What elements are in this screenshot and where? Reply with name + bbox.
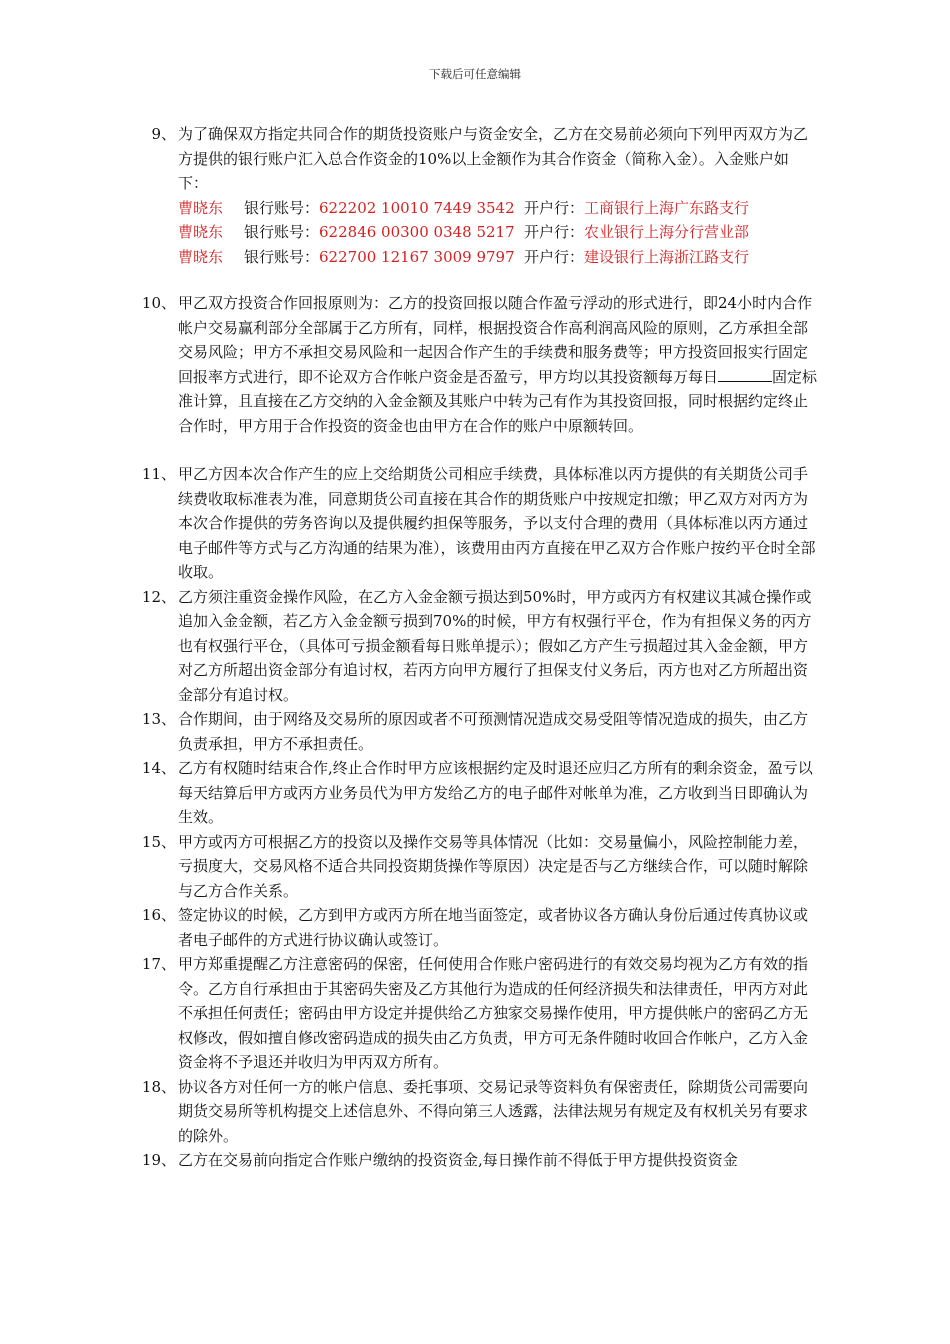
clause-text: 甲乙方因本次合作产生的应上交给期货公司相应手续费，具体标准以丙方提供的有关期货公司手续费收取标准表为准，同意期货公司直接在其合作的期货账户中按规定扣缴；甲乙双方对丙方为本次合作提供的劳务咨询以及提供履约担保等服务，予以支付合理的费用（具体标准以丙方通过电子邮件等方式与乙方沟通的结果为准），该费用由丙方直接在甲乙双方合作账户按约平仓时全部收取。 <box>178 465 816 581</box>
clause-18 <box>138 1075 818 1149</box>
bank-name: 工商银行上海广东路支行 <box>584 198 750 217</box>
clause-number: 14、 <box>141 759 176 777</box>
bank-name: 农业银行上海分行营业部 <box>584 223 750 241</box>
clause-13 <box>138 707 818 756</box>
clause-text: 合作期间，由于网络及交易所的原因或者不可预测情况造成交易受阻等情况造成的损失，由乙方负责承担，甲方不承担责任。 <box>178 710 809 753</box>
bank-account-row <box>178 245 818 270</box>
account-number: 622700 12167 3009 9797 <box>319 247 515 266</box>
clause-number: 15、 <box>141 832 176 851</box>
bank-label: 开户行： <box>524 223 585 241</box>
account-holder: 曹晓东 <box>178 198 224 217</box>
clause-text: 甲方或丙方可根据乙方的投资以及操作交易等具体情况（比如：交易量偏小，风险控制能力差，亏损度大，交易风格不适合共同投资期货操作等原因）决定是否与乙方继续合作，可以随时解除与乙方合作关系。 <box>178 832 809 900</box>
clause-text-continued: 固定标准计算，且直接在乙方交纳的入金金额及其账户中转为己有作为其投资回报，同时根据约定终止合作时，甲方用于合作投资的资金也由甲方在合作的账户中原额转回。 <box>178 367 818 435</box>
clause-text: 乙方在交易前向指定合作账户缴纳的投资资金,每日操作前不得低于甲方提供投资资金 <box>178 1151 738 1169</box>
clause-number: 16、 <box>141 906 176 924</box>
account-number: 622846 00300 0348 5217 <box>319 223 515 241</box>
bank-label: 开户行： <box>524 247 585 266</box>
fill-in-blank <box>718 367 772 382</box>
clause-17 <box>138 952 818 1075</box>
clause-number: 13、 <box>141 710 176 728</box>
clause-text: 为了确保双方指定共同合作的期货投资账户与资金安全，乙方在交易前必须向下列甲丙双方为乙方提供的银行账户汇入总合作资金的10%以上金额作为其合作资金（简称入金）。入金账户如下： <box>178 125 809 192</box>
bank-name: 建设银行上海浙江路支行 <box>584 247 750 266</box>
clause-19 <box>138 1148 818 1173</box>
account-label: 银行账号： <box>244 198 320 217</box>
bank-label: 开户行： <box>524 198 585 217</box>
clause-text: 签定协议的时候，乙方到甲方或丙方所在地当面签定，或者协议各方确认身份后通过传真协议或者电子邮件的方式进行协议确认或签订。 <box>178 906 809 949</box>
bank-account-list <box>138 196 818 270</box>
clause-number: 18、 <box>141 1077 176 1096</box>
clause-text: 乙方有权随时结束合作,终止合作时甲方应该根据约定及时退还应归乙方所有的剩余资金，盈亏以每天结算后甲方或丙方业务员代为甲方发给乙方的电子邮件对帐单为准，乙方收到当日即确认为生效。 <box>178 759 813 826</box>
account-holder: 曹晓东 <box>178 247 224 266</box>
clause-12 <box>138 585 818 708</box>
clause-9 <box>138 122 818 196</box>
clause-number: 10、 <box>141 294 176 312</box>
clause-text: 乙方须注重资金操作风险，在乙方入金金额亏损达到50%时，甲方或丙方有权建议其减仓操作或追加入金金额，若乙方入金金额亏损到70%的时候，甲方有权强行平仓，作为有担保义务的丙方也有权强行平仓，（具体可亏损金额看每日账单提示）；假如乙方产生亏损超过其入金金额，甲方对乙方所超出资金部分有追讨权，若丙方向甲方履行了担保支付义务后，丙方也对乙方所超出资金部分有追讨权。 <box>178 587 812 704</box>
bank-account-row <box>178 196 818 221</box>
clause-15 <box>138 830 818 904</box>
clause-number: 9、 <box>151 125 176 143</box>
clause-text: 甲乙双方投资合作回报原则为：乙方的投资回报以随合作盈亏浮动的形式进行，即24小时内合作帐户交易赢利部分全部属于乙方所有，同样，根据投资合作高利润高风险的原则，乙方承担全部交易风险；甲方不承担交易风险和一起因合作产生的手续费和服务费等；甲方投资回报实行固定回报率方式进行，即不论双方合作帐户资金是否盈亏，甲方均以其投资额每万每日 <box>178 294 813 386</box>
clause-14 <box>138 756 818 830</box>
account-holder: 曹晓东 <box>178 223 224 241</box>
clause-text: 协议各方对任何一方的帐户信息、委托事项、交易记录等资料负有保密责任，除期货公司需要向期货交易所等机构提交上述信息外、不得向第三人透露，法律法规另有规定及有权机关另有要求的除外。 <box>178 1077 809 1145</box>
bank-account-row <box>178 220 818 245</box>
clause-text: 甲方郑重提醒乙方注意密码的保密，任何使用合作账户密码进行的有效交易均视为乙方有效的指令。乙方自行承担由于其密码失密及乙方其他行为造成的任何经济损失和法律责任，甲丙方对此不承担任何责任；密码由甲方设定并提供给乙方独家交易操作使用，甲方提供帐户的密码乙方无权修改，假如擅自修改密码造成的损失由乙方负责，甲方可无条件随时收回合作帐户，乙方入金资金将不予退还并收归为甲丙双方所有。 <box>178 955 809 1071</box>
account-number: 622202 10010 7449 3542 <box>319 198 515 217</box>
clause-11 <box>138 462 818 585</box>
clause-number: 19、 <box>141 1151 176 1169</box>
page-header: 下载后可任意编辑 <box>429 67 521 81</box>
account-label: 银行账号： <box>244 223 320 241</box>
clause-number: 12、 <box>141 587 176 606</box>
clause-number: 17、 <box>141 955 176 973</box>
document-body <box>138 122 818 1173</box>
clause-number: 11、 <box>141 465 176 483</box>
account-label: 银行账号： <box>244 247 320 266</box>
clause-16 <box>138 903 818 952</box>
clause-10 <box>138 291 818 438</box>
